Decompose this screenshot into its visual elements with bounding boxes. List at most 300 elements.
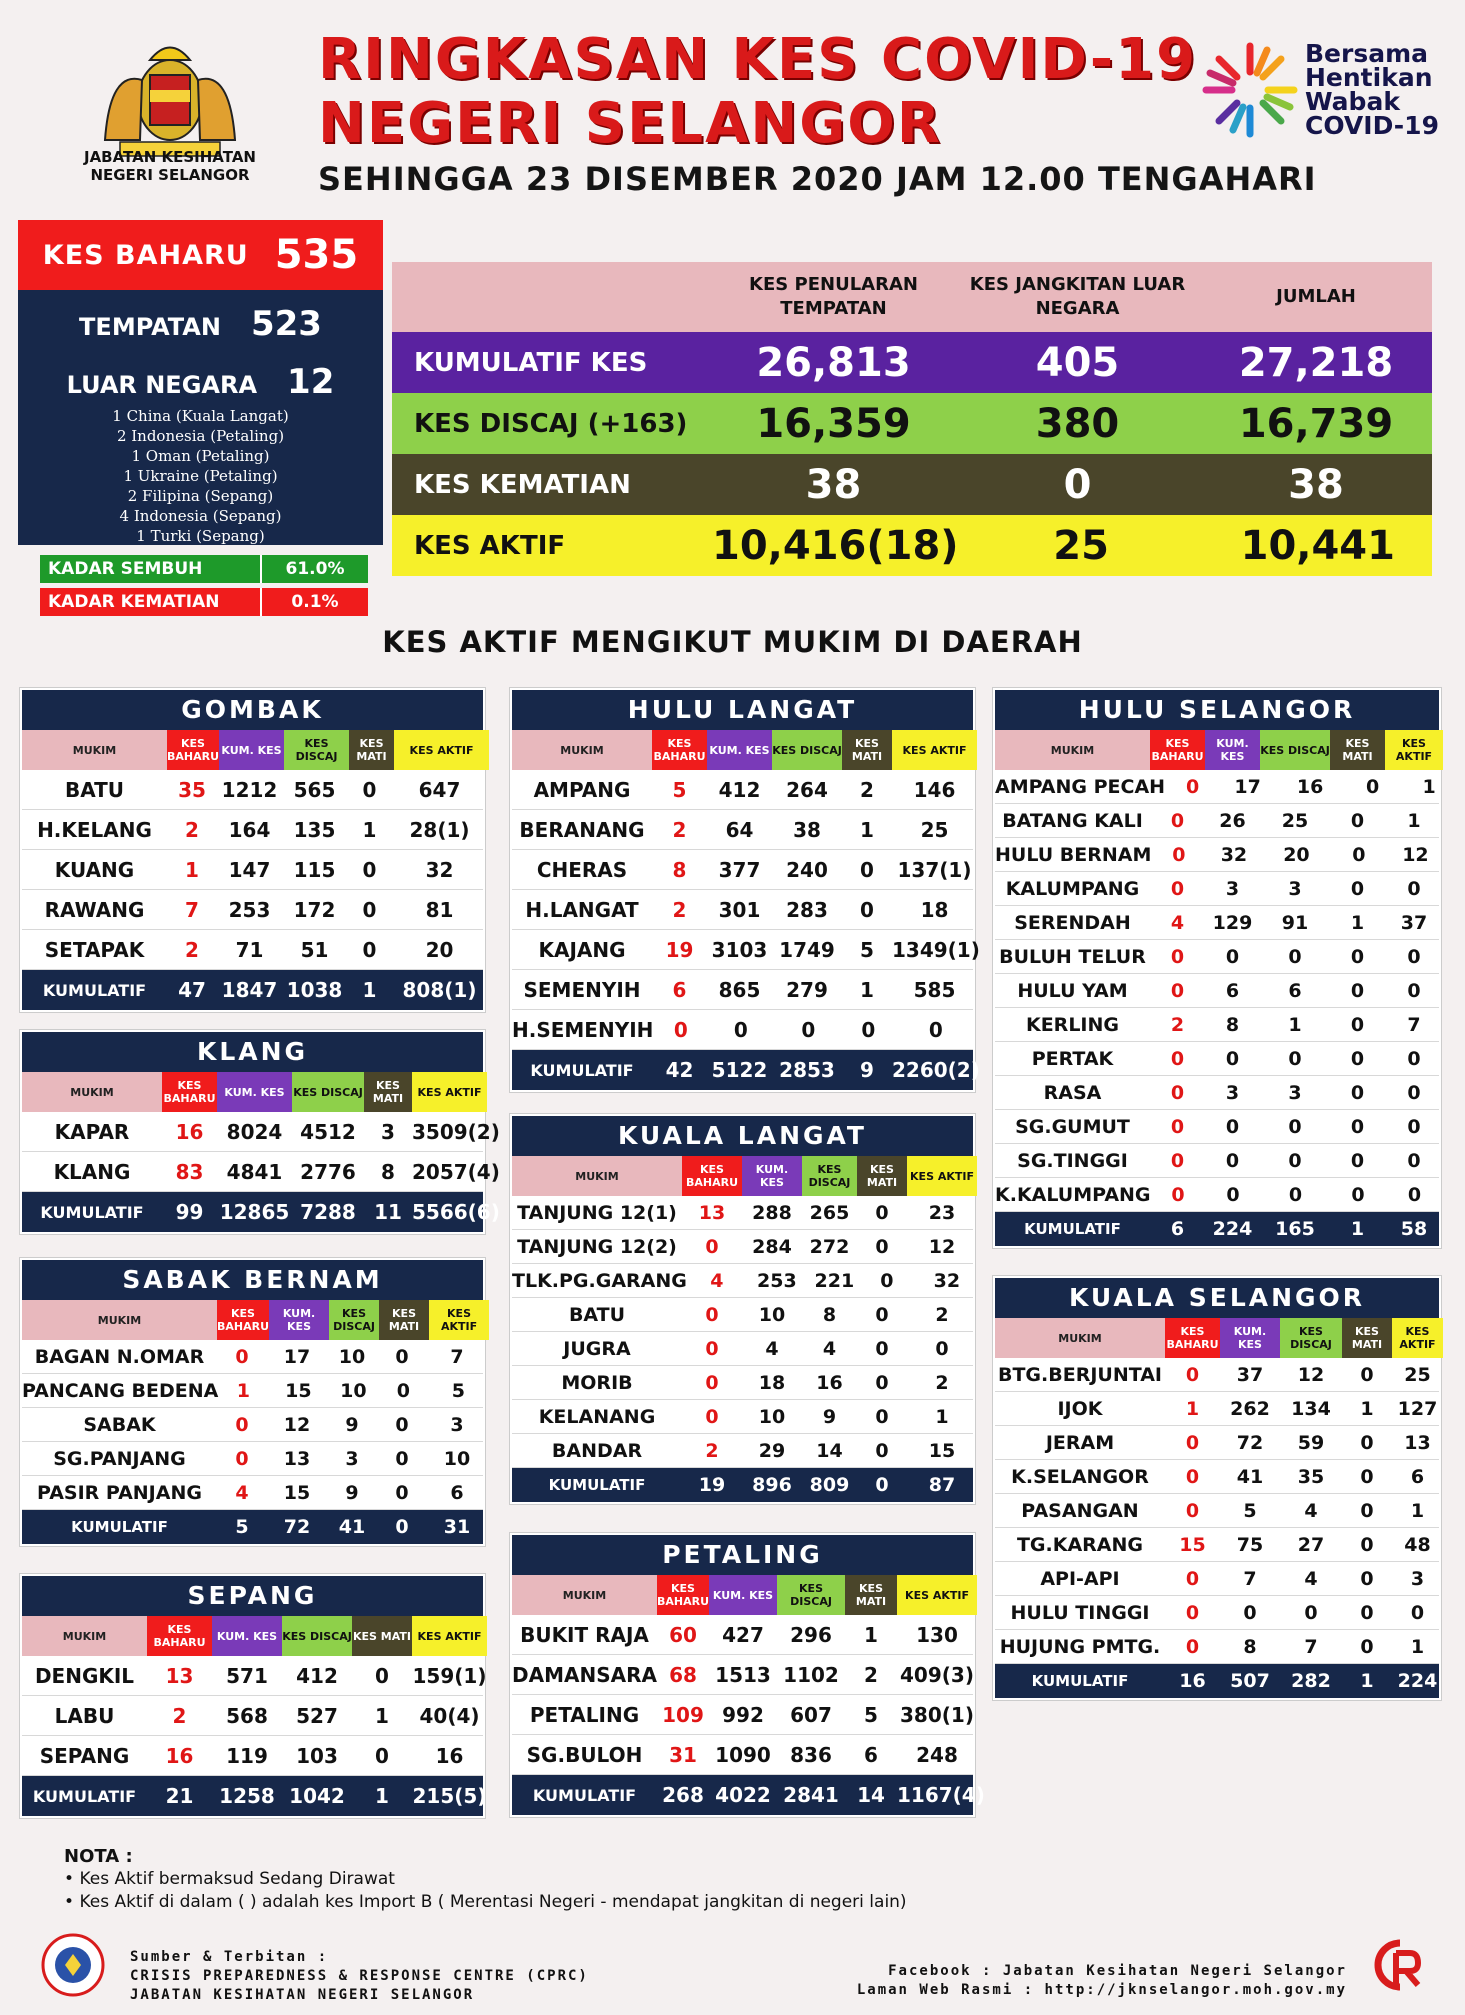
table-row	[512, 1695, 973, 1735]
column-header-mukim: MUKIM	[995, 1318, 1165, 1358]
cell-aktif: 20	[425, 937, 454, 962]
cell-discaj: 134	[1291, 1397, 1331, 1420]
total-baharu: 268	[662, 1783, 704, 1807]
mukim-name: KERLING	[1025, 1013, 1119, 1036]
table-row	[995, 1528, 1439, 1562]
column-header-aktif: KES AKTIF	[429, 1300, 489, 1340]
table-row	[512, 1434, 973, 1468]
cell-kum: 865	[718, 977, 761, 1002]
cell-kum: 72	[1236, 1431, 1264, 1454]
column-header-mukim: MUKIM	[22, 1072, 162, 1112]
mukim-name: RASA	[1043, 1081, 1102, 1104]
cell-kum: 26	[1219, 809, 1246, 832]
summary-row	[392, 393, 1432, 454]
mukim-name: TANJUNG 12(2)	[517, 1235, 677, 1258]
cell-baharu: 0	[1170, 945, 1185, 968]
total-discaj: 2841	[783, 1783, 839, 1807]
cell-aktif: 6	[1410, 1465, 1425, 1488]
cell-mati: 0	[1365, 775, 1380, 798]
cell-kum: 253	[757, 1269, 797, 1292]
table-row	[995, 838, 1439, 872]
cell-baharu: 0	[1172, 843, 1186, 866]
cell-kum: 41	[1236, 1465, 1264, 1488]
cell-aktif: 137(1)	[897, 857, 972, 882]
column-header-aktif: KES AKTIF	[1392, 1318, 1443, 1358]
cell-mati: 0	[1360, 1431, 1374, 1454]
cell-aktif: 10	[443, 1447, 471, 1470]
district-title: KLANG	[22, 1032, 483, 1072]
total-discaj: 41	[338, 1516, 366, 1538]
cell-mati: 0	[1350, 877, 1365, 900]
total-baharu: 42	[665, 1058, 694, 1082]
total-discaj: 809	[809, 1474, 850, 1496]
table-row	[512, 1230, 973, 1264]
cell-baharu: 13	[698, 1201, 726, 1224]
cell-kum: 17	[283, 1345, 311, 1368]
district-table-kuala-selangor	[993, 1276, 1441, 1700]
cell-discaj: 264	[786, 777, 828, 802]
note-item: Kes Aktif bermaksud Sedang Dirawat	[79, 1869, 395, 1889]
cell-kum: 427	[722, 1622, 764, 1647]
district-table-sepang	[20, 1574, 485, 1818]
total-aktif: 87	[928, 1474, 956, 1496]
total-row	[512, 1050, 980, 1090]
cell-aktif: 18	[920, 897, 949, 922]
cell-aktif: 81	[425, 897, 454, 922]
summary-value: 25	[1053, 522, 1109, 569]
district-table-hulu-langat	[510, 688, 980, 1092]
cell-kum: 0	[1226, 1183, 1240, 1206]
column-header-kum: KUM. KES	[1205, 730, 1260, 770]
cell-kum: 8	[1243, 1635, 1257, 1658]
new-cases-value: 535	[274, 232, 359, 278]
cell-mati: 0	[875, 1439, 889, 1462]
column-header-row	[22, 730, 483, 770]
cell-mati: 0	[1350, 1081, 1365, 1104]
column-header-kum: KUM. KES	[709, 1575, 777, 1615]
column-header-baharu: KES BAHARU	[682, 1156, 742, 1196]
column-header-mati: KES MATI	[364, 1072, 412, 1112]
mukim-name: PETALING	[529, 1702, 640, 1727]
imported-case-item: 1 China (Kuala Langat)	[112, 407, 289, 425]
cell-discaj: 115	[293, 857, 336, 882]
total-mati: 14	[857, 1783, 885, 1807]
table-row	[995, 1008, 1439, 1042]
mukim-name: PERTAK	[1031, 1047, 1114, 1070]
cell-kum: 284	[752, 1235, 792, 1258]
cell-discaj: 8	[822, 1303, 837, 1326]
column-header-mati: KES MATI	[352, 1616, 412, 1656]
mukim-name: H.KELANG	[37, 817, 152, 842]
column-header-discaj: KES DISCAJ	[282, 1616, 352, 1656]
cell-mati: 0	[875, 1337, 889, 1360]
table-row	[995, 872, 1439, 906]
total-row	[22, 1776, 487, 1816]
cell-baharu: 4	[235, 1481, 249, 1504]
cell-kum: 164	[228, 817, 271, 842]
total-kum: 896	[752, 1474, 792, 1496]
mukim-name: KALUMPANG	[1005, 877, 1140, 900]
mukim-name: DAMANSARA	[512, 1662, 657, 1687]
cell-discaj: 527	[296, 1703, 338, 1728]
column-header-kum: KUM. KES	[742, 1156, 802, 1196]
imported-cases-list	[18, 406, 383, 546]
table-row	[995, 1630, 1439, 1664]
summary-row	[392, 515, 1432, 576]
cell-aktif: 16	[435, 1743, 464, 1768]
cell-aktif: 585	[913, 977, 956, 1002]
cell-mati: 0	[1350, 945, 1365, 968]
mukim-name: MORIB	[561, 1371, 633, 1394]
cell-aktif: 15	[928, 1439, 956, 1462]
imported-case-item: 1 Turki (Sepang)	[136, 527, 265, 545]
table-row	[512, 1615, 973, 1655]
cell-baharu: 0	[705, 1337, 719, 1360]
mukim-name: JERAM	[1045, 1431, 1115, 1454]
column-header-discaj: KES DISCAJ	[777, 1575, 845, 1615]
total-baharu: 47	[178, 978, 206, 1002]
cell-discaj: 240	[786, 857, 828, 882]
cell-baharu: 0	[1170, 809, 1185, 832]
total-mati: 11	[374, 1200, 402, 1224]
cell-aktif: 0	[1407, 877, 1421, 900]
summary-value: 26,813	[756, 339, 911, 386]
cell-aktif: 13	[1404, 1431, 1431, 1454]
cell-aktif: 409(3)	[900, 1662, 974, 1687]
cell-aktif: 7	[450, 1345, 464, 1368]
table-row	[22, 1696, 483, 1736]
column-header-mukim: MUKIM	[22, 1616, 147, 1656]
mukim-name: BATU	[64, 777, 125, 802]
table-row	[22, 1442, 483, 1476]
mukim-name: SEMENYIH	[523, 977, 641, 1002]
cell-discaj: 0	[1288, 1115, 1302, 1138]
district-title: HULU SELANGOR	[995, 690, 1439, 730]
cell-discaj: 9	[345, 1413, 359, 1436]
cell-kum: 412	[718, 777, 761, 802]
cell-mati: 0	[395, 1481, 409, 1504]
table-row	[512, 1196, 973, 1230]
table-row	[995, 974, 1439, 1008]
cell-discaj: 0	[1304, 1601, 1318, 1624]
cell-discaj: 412	[296, 1663, 338, 1688]
summary-row	[392, 454, 1432, 515]
cell-baharu: 0	[1171, 1183, 1185, 1206]
cell-aktif: 0	[1410, 1601, 1425, 1624]
mukim-name: PASANGAN	[1021, 1499, 1139, 1522]
total-baharu: 21	[165, 1784, 194, 1808]
column-header-baharu: KES BAHARU	[217, 1300, 269, 1340]
cell-discaj: 51	[300, 937, 329, 962]
column-header-mukim: MUKIM	[512, 1575, 657, 1615]
cell-mati: 0	[875, 1371, 889, 1394]
mukim-name: H.LANGAT	[525, 897, 639, 922]
district-table-hulu-selangor	[993, 688, 1441, 1248]
cell-kum: 1212	[221, 777, 278, 802]
cell-discaj: 16	[816, 1371, 843, 1394]
cell-mati: 0	[860, 897, 874, 922]
cell-baharu: 2	[185, 817, 199, 842]
cell-aktif: 2	[935, 1371, 949, 1394]
cell-baharu: 0	[1170, 979, 1185, 1002]
table-row	[512, 810, 973, 850]
cell-mati: 1	[375, 1703, 389, 1728]
summary-header: KES PENULARAN TEMPATAN KES JANGKITAN LUAR NEGARA JUMLAH	[392, 262, 1432, 332]
cell-mati: 2	[864, 1662, 878, 1687]
table-row	[512, 1264, 973, 1298]
column-header-discaj: KES DISCAJ	[329, 1300, 379, 1340]
cell-baharu: 2	[705, 1439, 719, 1462]
cell-discaj: 0	[1288, 1149, 1302, 1172]
cell-discaj: 103	[296, 1743, 338, 1768]
cell-aktif: 0	[935, 1337, 949, 1360]
column-header-mati: KES MATI	[857, 1156, 907, 1196]
cell-aktif: 146	[913, 777, 956, 802]
cell-baharu: 16	[165, 1743, 194, 1768]
district-table-klang	[20, 1030, 500, 1234]
cell-kum: 0	[1225, 945, 1240, 968]
cell-aktif: 2057(4)	[412, 1159, 500, 1184]
cell-discaj: 221	[814, 1269, 855, 1292]
cell-kum: 0	[1225, 1047, 1240, 1070]
cell-baharu: 0	[1185, 775, 1200, 798]
imported-case-item: 2 Filipina (Sepang)	[127, 487, 274, 505]
mukim-name: BAGAN N.OMAR	[34, 1345, 205, 1368]
mukim-name: BULUH TELUR	[999, 945, 1146, 968]
cell-kum: 262	[1230, 1397, 1270, 1420]
summary-value: 27,218	[1238, 339, 1394, 386]
total-row	[995, 1212, 1439, 1246]
cell-discaj: 3	[345, 1447, 359, 1470]
column-header-aktif: KES AKTIF	[394, 730, 489, 770]
cell-mati: 0	[860, 857, 874, 882]
total-discaj: 282	[1291, 1670, 1331, 1692]
table-row	[995, 1426, 1439, 1460]
mukim-name: H.SEMENYIH	[512, 1017, 654, 1042]
summary-value: 16,359	[756, 400, 911, 447]
column-header-discaj: KES DISCAJ	[1280, 1318, 1342, 1358]
cell-aktif: 7	[1407, 1013, 1421, 1036]
cell-discaj: 12	[1297, 1363, 1325, 1386]
total-aktif: 31	[443, 1516, 471, 1538]
cell-baharu: 5	[672, 777, 687, 802]
cell-kum: 7	[1243, 1567, 1257, 1590]
cell-kum: 64	[725, 817, 754, 842]
cell-discaj: 4512	[300, 1119, 356, 1144]
column-header-baharu: KES BAHARU	[167, 730, 219, 770]
cell-kum: 18	[758, 1371, 786, 1394]
cell-discaj: 9	[345, 1481, 359, 1504]
cell-aktif: 3509(2)	[412, 1119, 500, 1144]
cell-mati: 0	[362, 857, 377, 882]
cell-mati: 1	[1360, 1397, 1374, 1420]
mukim-name: SETAPAK	[44, 937, 145, 962]
district-title: KUALA LANGAT	[512, 1116, 973, 1156]
cell-mati: 0	[875, 1405, 889, 1428]
cell-kum: 32	[1220, 843, 1248, 866]
cell-discaj: 0	[1288, 1047, 1302, 1070]
cell-kum: 10	[758, 1303, 786, 1326]
total-aktif: 58	[1400, 1218, 1428, 1240]
cell-mati: 0	[1360, 1533, 1374, 1556]
table-row	[512, 1655, 973, 1695]
cell-baharu: 0	[235, 1413, 249, 1436]
summary-table	[392, 262, 1432, 576]
cell-mati: 5	[864, 1702, 878, 1727]
cell-aktif: 0	[1407, 1081, 1421, 1104]
cell-discaj: 2776	[300, 1159, 356, 1184]
district-title: KUALA SELANGOR	[995, 1278, 1439, 1318]
imported-case-item: 2 Indonesia (Petaling)	[116, 427, 285, 445]
cell-aktif: 1	[1407, 809, 1421, 832]
cell-discaj: 7	[1304, 1635, 1318, 1658]
cell-mati: 3	[381, 1119, 395, 1144]
cell-aktif: 1	[935, 1405, 949, 1428]
summary-row-label: KES AKTIF	[414, 530, 566, 561]
cell-discaj: 296	[790, 1622, 832, 1647]
cell-baharu: 4	[1170, 911, 1185, 934]
cell-baharu: 109	[662, 1702, 704, 1727]
column-header-baharu: KES BAHARU	[652, 730, 707, 770]
table-row	[512, 1298, 973, 1332]
total-label: KUMULATIF	[32, 1786, 137, 1806]
cell-baharu: 0	[1170, 1115, 1185, 1138]
total-discaj: 7288	[300, 1200, 356, 1224]
cell-kum: 3	[1225, 877, 1240, 900]
total-baharu: 99	[175, 1200, 204, 1224]
cell-aktif: 1	[1410, 1635, 1425, 1658]
cell-kum: 17	[1234, 775, 1261, 798]
summary-value: 10,416(18)	[712, 522, 959, 569]
cell-baharu: 6	[672, 977, 687, 1002]
website-link[interactable]: Laman Web Rasmi : http://jknselangor.moh.gov.my	[856, 1982, 1347, 1998]
mukim-name: BANDAR	[551, 1439, 643, 1462]
column-header-row	[512, 1156, 973, 1196]
cell-baharu: 31	[669, 1742, 697, 1767]
mukim-name: SG.TINGGI	[1017, 1149, 1128, 1172]
cell-discaj: 4	[822, 1337, 837, 1360]
district-title: HULU LANGAT	[512, 690, 973, 730]
column-header-mati: KES MATI	[1330, 730, 1385, 770]
cell-baharu: 0	[1170, 1081, 1185, 1104]
table-row	[512, 930, 980, 970]
cell-baharu: 13	[165, 1663, 194, 1688]
summary-value: 38	[1288, 461, 1344, 508]
new-cases-breakdown	[18, 290, 383, 545]
table-row	[995, 1494, 1439, 1528]
imported-case-item: 1 Oman (Petaling)	[131, 447, 270, 465]
total-kum: 1258	[219, 1784, 275, 1808]
mukim-name: LABU	[54, 1703, 115, 1728]
summary-value: 38	[805, 461, 862, 508]
total-aktif: 2260(2)	[892, 1058, 980, 1082]
cell-mati: 1	[864, 1622, 878, 1647]
cell-aktif: 37	[1400, 911, 1428, 934]
total-aktif: 224	[1397, 1670, 1438, 1692]
table-row	[995, 1076, 1439, 1110]
mukim-name: KLANG	[53, 1159, 131, 1184]
cell-mati: 0	[395, 1345, 409, 1368]
table-row	[512, 1735, 973, 1775]
table-row	[512, 890, 973, 930]
cell-baharu: 35	[178, 777, 206, 802]
mukim-name: BATANG KALI	[1002, 809, 1143, 832]
table-row	[995, 1392, 1439, 1426]
column-header-baharu: KES BAHARU	[657, 1575, 709, 1615]
total-baharu: 6	[1170, 1218, 1185, 1240]
total-row	[512, 1775, 985, 1815]
column-header-row	[995, 1318, 1439, 1358]
table-row	[995, 1460, 1439, 1494]
column-header-kum: KUM. KES	[217, 1072, 292, 1112]
column-header-mukim: MUKIM	[22, 1300, 217, 1340]
cell-baharu: 0	[235, 1345, 249, 1368]
cell-mati: 0	[875, 1235, 889, 1258]
cell-baharu: 0	[1185, 1499, 1200, 1522]
cell-kum: 37	[1236, 1363, 1264, 1386]
mukim-name: AMPANG PECAH	[995, 775, 1166, 798]
cell-discaj: 27	[1297, 1533, 1325, 1556]
cell-aktif: 127	[1397, 1397, 1438, 1420]
cell-baharu: 2	[1170, 1013, 1185, 1036]
cell-discaj: 91	[1281, 911, 1309, 934]
mukim-name: HULU BERNAM	[995, 843, 1152, 866]
cell-aktif: 12	[928, 1235, 956, 1258]
cell-kum: 4	[765, 1337, 779, 1360]
cell-baharu: 0	[1185, 1635, 1200, 1658]
summary-row-label: KES KEMATIAN	[414, 469, 631, 500]
column-header-kum: KUM. KES	[212, 1616, 282, 1656]
cell-baharu: 0	[1170, 1149, 1185, 1172]
cell-aktif: 6	[450, 1481, 464, 1504]
ministry-logo-icon	[40, 1932, 106, 1998]
total-aktif: 1167(4)	[897, 1783, 985, 1807]
mukim-name: KUANG	[54, 857, 135, 882]
cell-discaj: 14	[816, 1439, 843, 1462]
cell-discaj: 0	[1288, 945, 1302, 968]
total-mati: 0	[395, 1516, 409, 1538]
mukim-name: SEPANG	[39, 1743, 130, 1768]
cell-discaj: 6	[1288, 979, 1302, 1002]
column-header-row	[512, 730, 973, 770]
district-table-gombak	[20, 688, 485, 1012]
total-baharu: 19	[698, 1474, 726, 1496]
cell-discaj: 4	[1304, 1567, 1318, 1590]
summary-row	[392, 332, 1432, 393]
table-row	[995, 1110, 1439, 1144]
mukim-name: JUGRA	[563, 1337, 631, 1360]
column-header-mati: KES MATI	[349, 730, 394, 770]
cell-baharu: 0	[1185, 1567, 1200, 1590]
cell-mati: 0	[375, 1663, 389, 1688]
cell-mati: 0	[1360, 1499, 1374, 1522]
cell-kum: 3103	[711, 937, 768, 962]
cell-aktif: 25	[1404, 1363, 1431, 1386]
summary-value: 405	[1035, 339, 1120, 386]
column-header-mati: KES MATI	[1342, 1318, 1392, 1358]
cell-baharu: 60	[669, 1622, 697, 1647]
cell-discaj: 279	[786, 977, 828, 1002]
cell-discaj: 1	[1288, 1013, 1302, 1036]
facebook-link[interactable]: Facebook : Jabatan Kesihatan Negeri Selangor	[888, 1963, 1347, 1979]
column-header-mati: KES MATI	[842, 730, 892, 770]
mukim-name: KAPAR	[54, 1119, 130, 1144]
cell-kum: 29	[758, 1439, 786, 1462]
total-row	[22, 1510, 483, 1544]
column-header-discaj: KES DISCAJ	[292, 1072, 364, 1112]
column-header-aktif: KES AKTIF	[412, 1616, 487, 1656]
cell-discaj: 38	[793, 817, 821, 842]
